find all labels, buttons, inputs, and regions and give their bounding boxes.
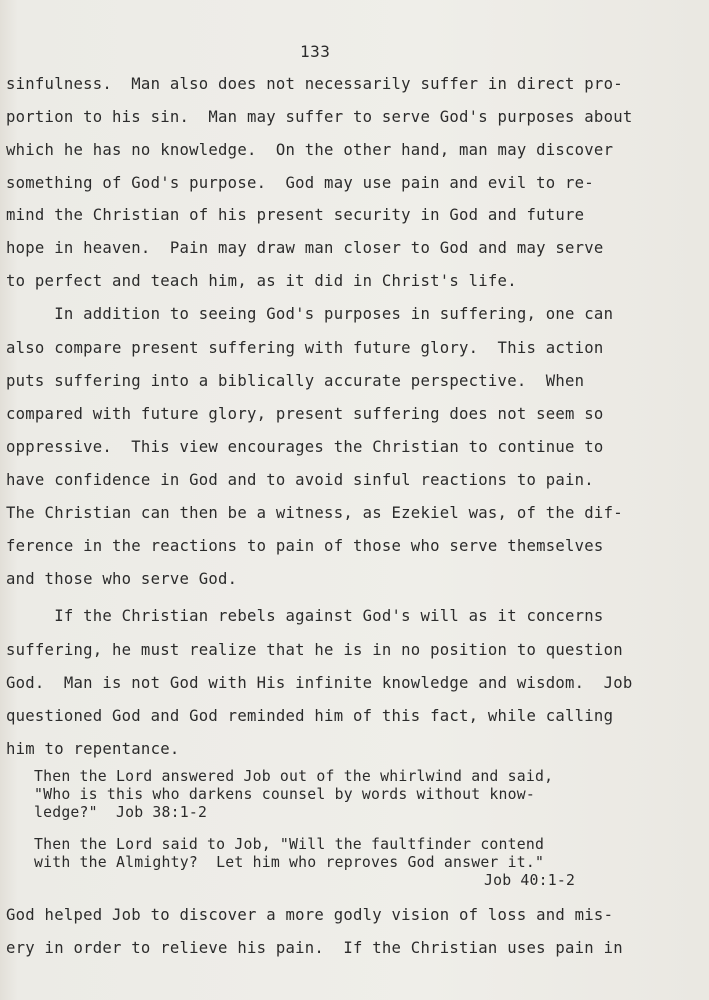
- block-quote-2-line: Then the Lord said to Job, "Will the faultfinder contend: [34, 836, 545, 853]
- paragraph-2-line: and those who serve God.: [6, 570, 238, 588]
- block-quote-1-line: Then the Lord answered Job out of the whirlwind and said,: [34, 768, 554, 785]
- paragraph-2-line: also compare present suffering with future glory. This action: [6, 339, 604, 357]
- block-quote-1-line: "Who is this who darkens counsel by words without know-: [34, 786, 535, 803]
- block-quote-2-citation: Job 40:1-2: [484, 872, 576, 889]
- paragraph-1-line: to perfect and teach him, as it did in Christ's life.: [6, 272, 517, 290]
- paragraph-3-line: God. Man is not God with His infinite knowledge and wisdom. Job: [6, 674, 633, 692]
- paragraph-2-line: compared with future glory, present suffering does not seem so: [6, 405, 604, 423]
- paragraph-4-line: God helped Job to discover a more godly vision of loss and mis-: [6, 906, 614, 924]
- paragraph-2-line: ference in the reactions to pain of those who serve themselves: [6, 537, 604, 555]
- paragraph-3-line: him to repentance.: [6, 740, 180, 758]
- paragraph-2-line: oppressive. This view encourages the Christian to continue to: [6, 438, 604, 456]
- paragraph-1-line: portion to his sin. Man may suffer to serve God's purposes about: [6, 108, 633, 126]
- block-quote-1-line: ledge?" Job 38:1-2: [34, 804, 208, 821]
- paragraph-4-line: ery in order to relieve his pain. If the Christian uses pain in: [6, 939, 623, 957]
- paragraph-3-line: questioned God and God reminded him of this fact, while calling: [6, 707, 614, 725]
- paragraph-2-line: In addition to seeing God's purposes in suffering, one can: [6, 305, 614, 323]
- paragraph-1-line: which he has no knowledge. On the other hand, man may discover: [6, 141, 614, 159]
- paragraph-2-line: have confidence in God and to avoid sinful reactions to pain.: [6, 471, 594, 489]
- paragraph-1-line: sinfulness. Man also does not necessarily suffer in direct pro-: [6, 75, 623, 93]
- paragraph-1-line: mind the Christian of his present security in God and future: [6, 206, 585, 224]
- page-number: 133: [300, 42, 331, 61]
- paragraph-2-line: The Christian can then be a witness, as Ezekiel was, of the dif-: [6, 504, 623, 522]
- paragraph-1-line: hope in heaven. Pain may draw man closer to God and may serve: [6, 239, 604, 257]
- paragraph-2-line: puts suffering into a biblically accurate perspective. When: [6, 372, 585, 390]
- block-quote-2-line: with the Almighty? Let him who reproves God answer it.": [34, 854, 545, 871]
- paragraph-3-line: suffering, he must realize that he is in no position to question: [6, 641, 623, 659]
- paragraph-3-line: If the Christian rebels against God's will as it concerns: [6, 607, 604, 625]
- paragraph-1-line: something of God's purpose. God may use pain and evil to re-: [6, 174, 594, 192]
